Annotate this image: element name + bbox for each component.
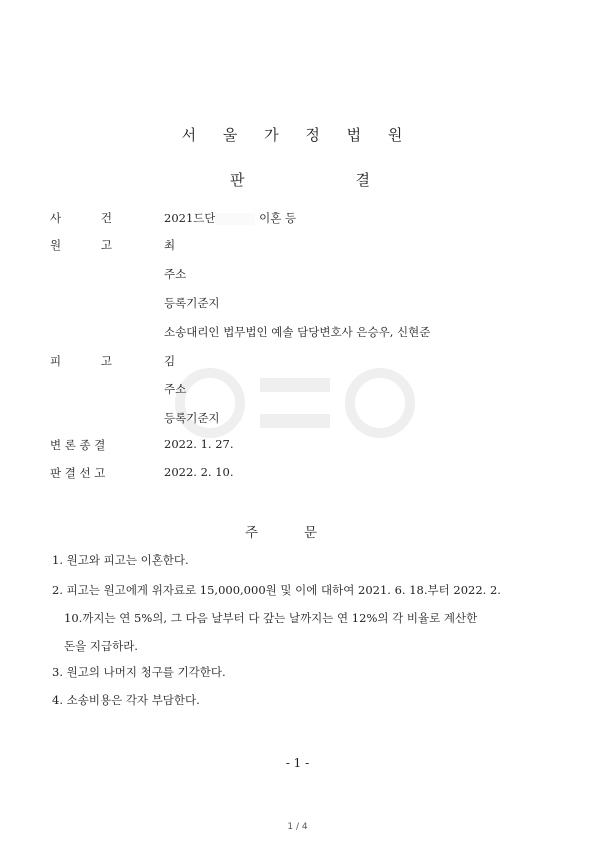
closing-date: 2022. 1. 27.: [164, 437, 234, 451]
judgment-date: 2022. 2. 10.: [164, 465, 234, 479]
defendant-name: 김: [164, 354, 176, 368]
plaintiff-label: 원 고: [50, 238, 112, 252]
judgment-label: 판 결 선 고: [50, 466, 106, 480]
order-item-2-line-1: 2. 피고는 원고에게 위자료로 15,000,000원 및 이에 대하여 2021. 6. 18.부터 2022. 2.: [52, 583, 501, 597]
order-title-right: 문: [303, 525, 317, 541]
order-item-2-line-3: 돈을 지급하라.: [64, 639, 138, 653]
document-title-left: 판: [230, 171, 245, 189]
order-title: [245, 521, 317, 541]
order-item-2: [52, 576, 522, 660]
case-number: 2021드단 이혼 등: [164, 211, 297, 225]
order-item-2-line-2: 10.까지는 연 5%의, 그 다음 날부터 다 갚는 날까지는 연 12%의 각 비율로 계산한: [64, 611, 478, 625]
order-item-3: 3. 원고의 나머지 청구를 기각한다.: [52, 665, 226, 679]
plaintiff-registry: 등록기준지: [164, 296, 220, 310]
court-watermark: [170, 358, 420, 448]
defendant-address: 주소: [164, 382, 187, 396]
defendant-label: 피 고: [50, 354, 112, 368]
redaction: [215, 213, 255, 225]
plaintiff-address: 주소: [164, 267, 187, 281]
page-marker: - 1 -: [285, 756, 310, 770]
defendant-registry: 등록기준지: [164, 411, 220, 425]
plaintiff-name: 최: [164, 238, 176, 252]
document-title: [230, 169, 370, 190]
plaintiff-counsel: 소송대리인 법무법인 예솔 담당변호사 은승우, 신현준: [164, 325, 431, 339]
order-item-1: 1. 원고와 피고는 이혼한다.: [52, 553, 189, 567]
order-title-left: 주: [245, 525, 259, 541]
closing-label: 변 론 종 결: [50, 438, 106, 452]
viewer-page-indicator: 1 / 4: [287, 822, 308, 832]
court-name: 서 울 가 정 법 원: [181, 126, 414, 144]
document-title-right: 결: [355, 171, 370, 189]
case-label: 사 건: [50, 211, 112, 225]
order-item-4: 4. 소송비용은 각자 부담한다.: [52, 693, 200, 707]
